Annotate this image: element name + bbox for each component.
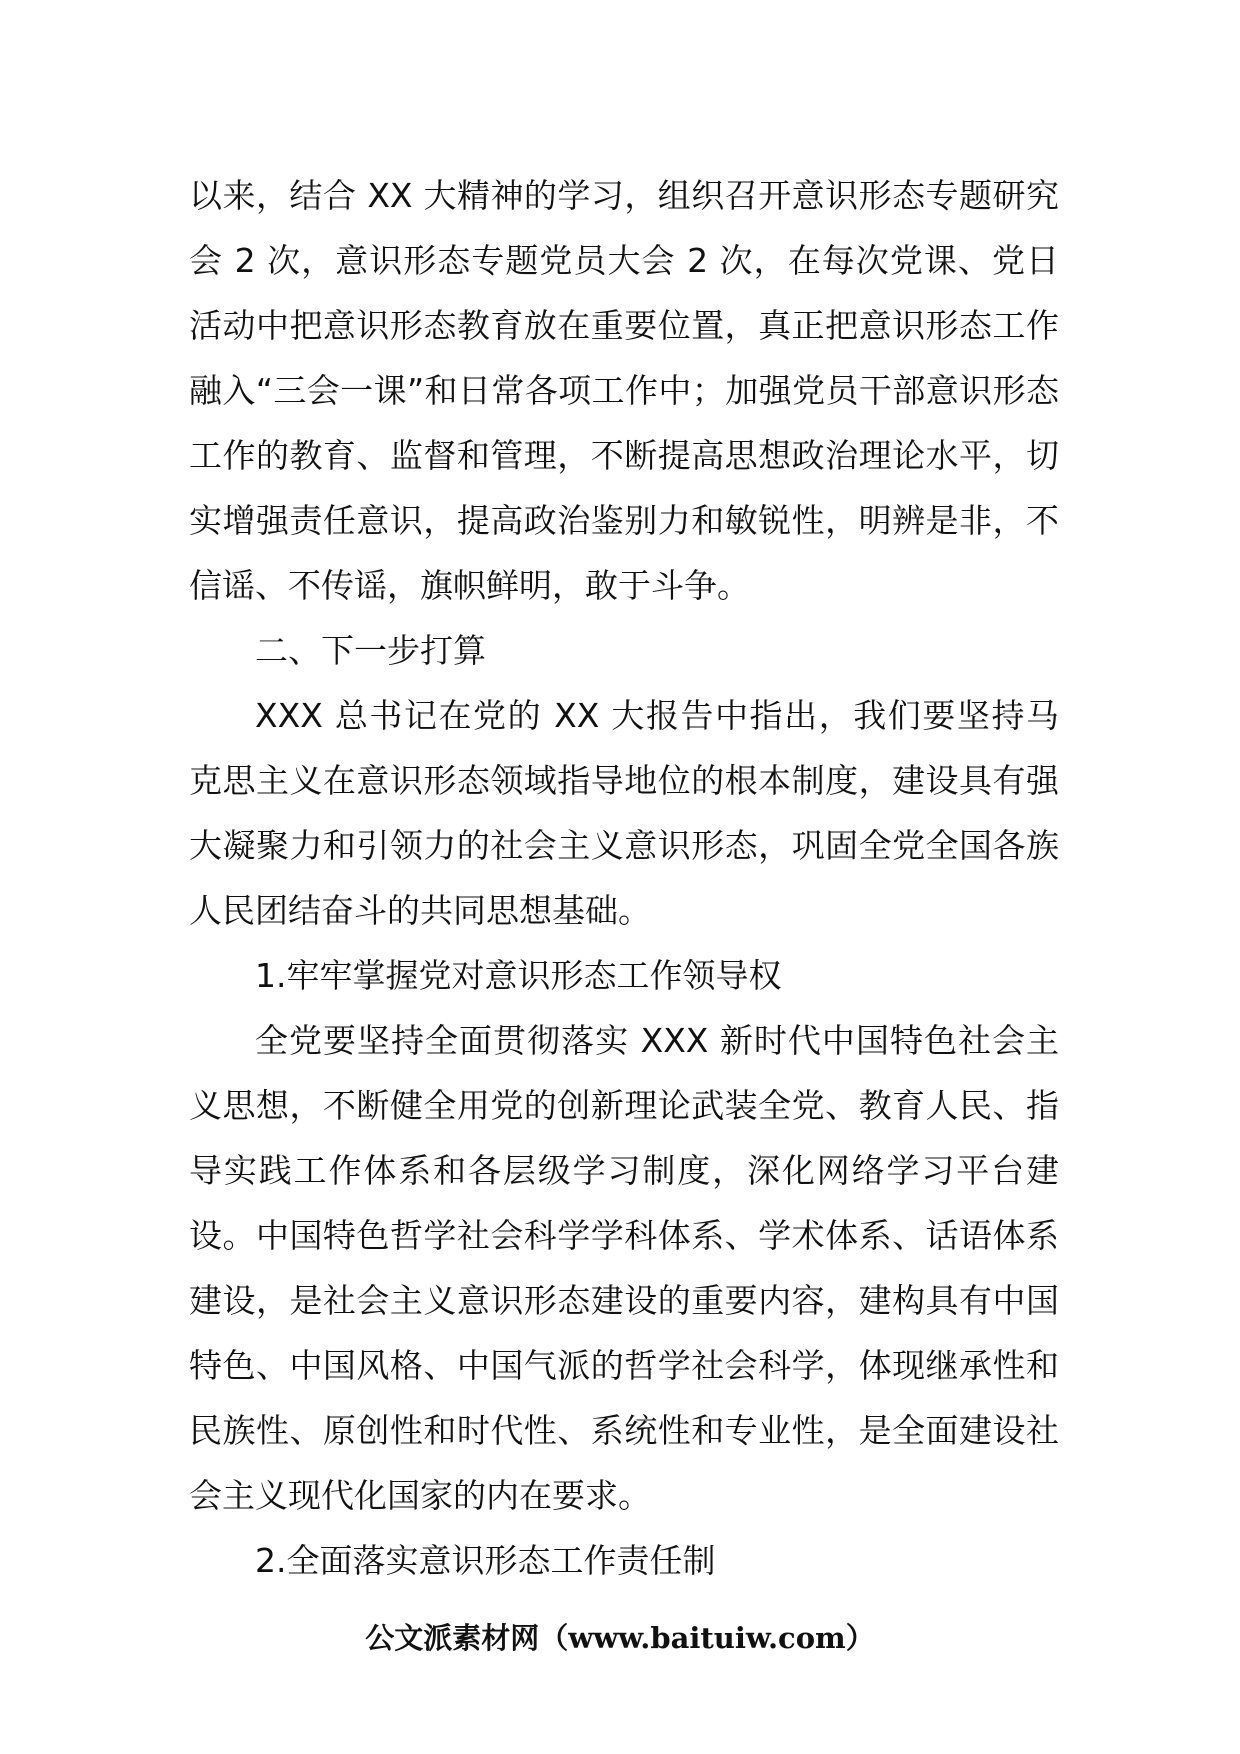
paragraph-theory-arming: 全党要坚持全面贯彻落实 XXX 新时代中国特色社会主义思想，不断健全用党的创新理论武装全党、教育人民、指导实践工作体系和各层级学习制度，深化网络学习平台建设。中国特色哲学社会科学学科体系、学术体系、话语体系建设，是社会主义意识形态建设的重要内容，建构具有中国特色、中国风格、中国气派的哲学社会科学，体现继承性和民族性、原创性和时代性、系统性和专业性，是全面建设社会主义现代化国家的内在要求。 bbox=[189, 1021, 1059, 1515]
document-body bbox=[189, 163, 1059, 1593]
subheading-leadership: 1.牢牢掌握党对意识形态工作领导权 bbox=[255, 956, 782, 995]
subheading-responsibility: 2.全面落实意识形态工作责任制 bbox=[255, 1541, 716, 1580]
paragraph-continuation: 以来，结合 XX 大精神的学习，组织召开意识形态专题研究会 2 次，意识形态专题党员大会 2 次，在每次党课、党日活动中把意识形态教育放在重要位置，真正把意识形态工作融入“三会一课”和日常各项工作中；加强党员干部意识形态工作的教育、监督和管理，不断提高思想政治理论水平，切实增强责任意识，提高政治鉴别力和敏锐性，明辨是非，不信谣、不传谣，旗帜鲜明，敢于斗争。 bbox=[189, 176, 1059, 605]
footer-watermark: 公文派素材网（www.baituiw.com） bbox=[365, 1621, 875, 1655]
section-heading-next-steps: 二、下一步打算 bbox=[255, 631, 486, 670]
paragraph-report-quote: XXX 总书记在党的 XX 大报告中指出，我们要坚持马克思主义在意识形态领域指导地位的根本制度，建设具有强大凝聚力和引领力的社会主义意识形态，巩固全党全国各族人民团结奋斗的共同思想基础。 bbox=[189, 696, 1059, 930]
